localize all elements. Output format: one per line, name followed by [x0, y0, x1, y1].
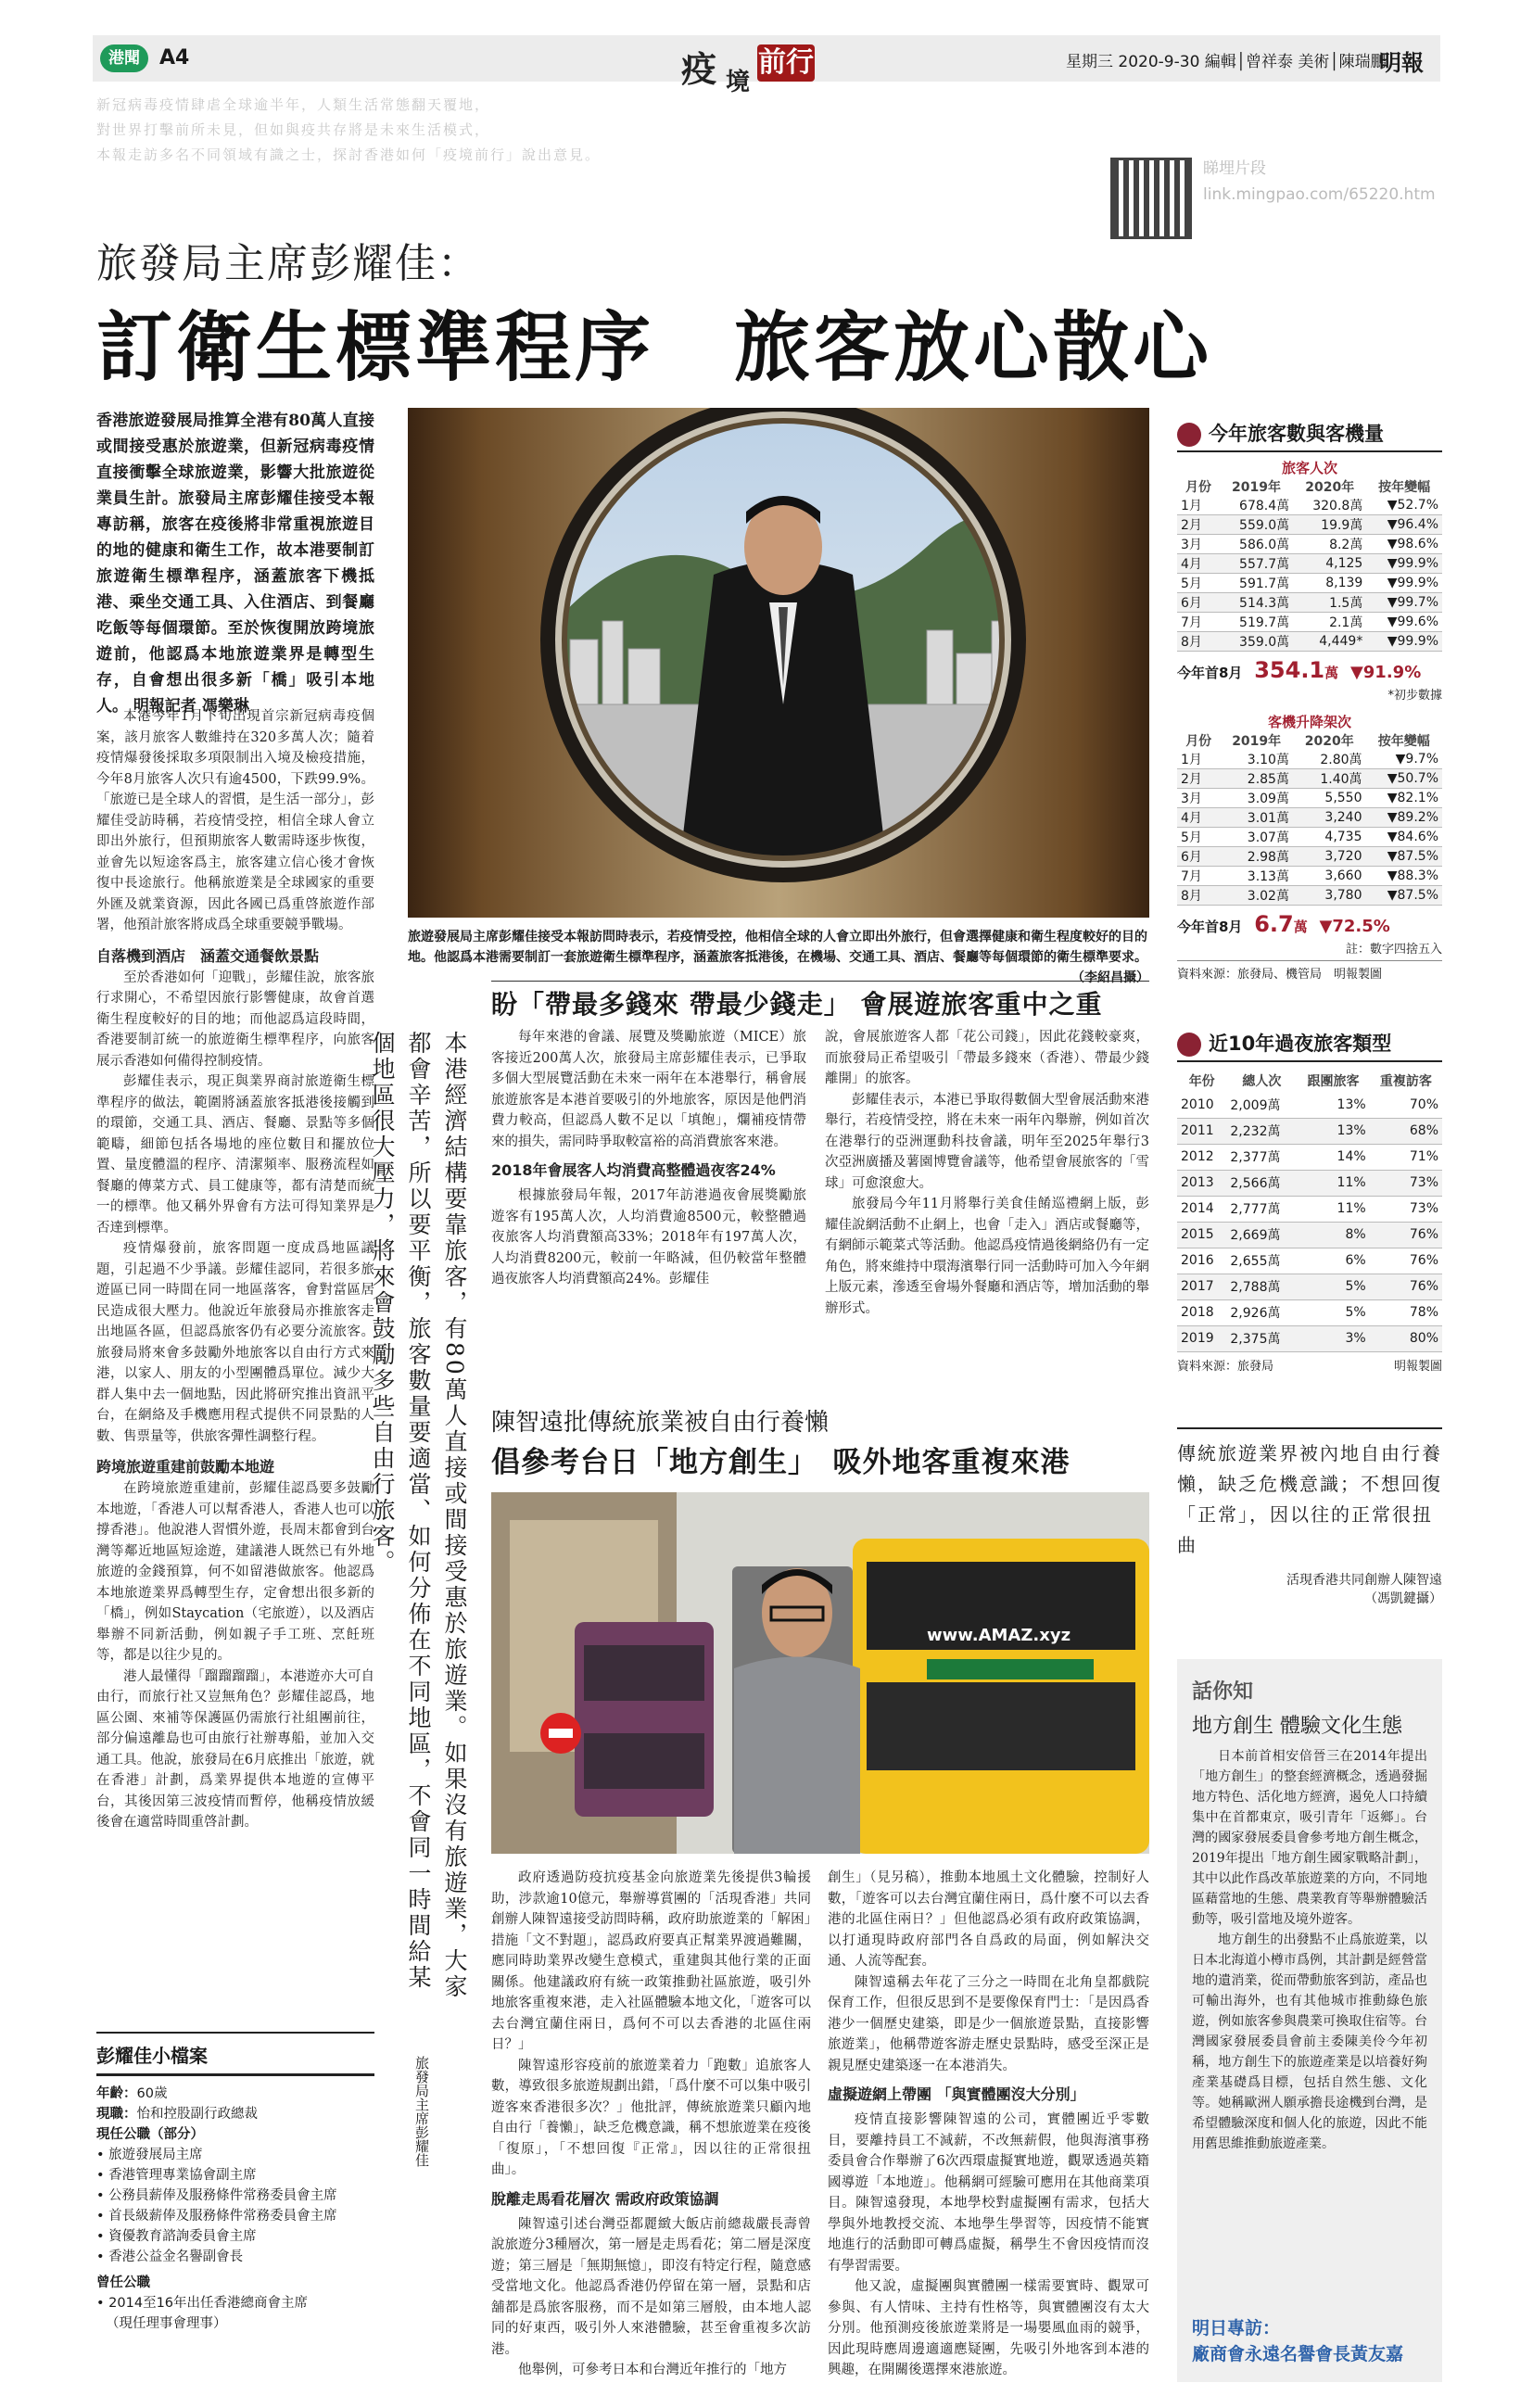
table-row: 4月 557.7萬 4,125 ▼99.9% — [1177, 554, 1442, 574]
paragraph: 地方創生的出發點不止爲旅遊業，以日本北海道小樽市爲例，其計劃是經營當地的遺消業，從而帶動旅客到訪，產品也可輸出海外，也有其他城市推動綠色旅遊，例如旅客參與農業可換取住宿等。台灣國家發展委員會前主委陳美伶今年初稱，地方創生下的旅遊產業是以培養好夠產業基礎爲目標，包括自然生態、文化等。她稱歐洲人願承擔長途機到台灣，是希望體驗深度和個人化的旅遊，因此不能用舊思維推動旅遊產業。 — [1192, 1933, 1427, 2151]
profile-public-item: • 資優教育諮詢委員會主席 — [96, 2229, 257, 2244]
box-title: 地方創生 體驗文化生態 — [1192, 1715, 1402, 1738]
table-row: 2016 2,655萬 6% 76% — [1177, 1248, 1442, 1274]
box-body — [1192, 1746, 1427, 2154]
paragraph: 本港今年1月下旬出現首宗新冠病毒疫個案，該月旅客人數維持在320多萬人次；隨着疫情爆發後採取多項限制出入境及檢疫措施，今年8月旅客人次只有逾4500，下跌99.9%。「旅遊已是全球人的習慣，是生活一部分」，彭耀佳受訪時稱，若疫情受控，相信全球人會立即出外旅行，但預期旅客人數需時逐步恢復，並會先以短途客爲主，旅客建立信心後才會恢復中長途旅行。他稱旅遊業是全球國家的重要外匯及就業資源，因此各國已爲重啓旅遊作部署，他預計旅客將成爲全球重要競爭戰場。 — [96, 709, 374, 932]
subheading: 脫離走馬看花層次 需政府政策協調 — [491, 2189, 719, 2208]
table-note: 註：數字四捨五入 — [1345, 943, 1442, 957]
table-row: 1月 678.4萬 320.8萬 ▼52.7% — [1177, 496, 1442, 515]
table-total: 今年首8月 6.7萬 ▼72.5% — [1177, 911, 1390, 937]
mice-col-2 — [825, 1027, 1149, 1319]
subheading: 2018年會展客人均消費高整體過夜客24% — [491, 1161, 776, 1179]
paragraph: 陳智遠稱去年花了三分之一時間在北角皇都戲院保育工作，但很反思到不是要像保育門士：「是因爲香港少一個歷史建築，即是少一個旅遊景點，直接影響旅遊業」，他稱帶遊客游走歷史景點時，感受至深正是親見歷史建築逐一在本港消失。 — [828, 1974, 1149, 2073]
table-row: 3月 586.0萬 8.2萬 ▼98.6% — [1177, 535, 1442, 554]
paragraph: 創生」（見另稿），推動本地風土文化體驗，控制好人數，「遊客可以去台灣宜蘭住兩日，爲什麼不可以去香港的北區住兩日？」但他認爲必須有政府政策協調，以打通現時政府部門各自爲政的局面，例如解決交通、人流等配套。 — [828, 1870, 1149, 1969]
table-title: 今年旅客數與客機量 — [1177, 419, 1442, 452]
next-interview-label: 明日專訪： — [1192, 2318, 1281, 2338]
table-row: 6月 514.3萬 1.5萬 ▼99.7% — [1177, 593, 1442, 613]
table-row: 6月 2.98萬 3,720 ▼87.5% — [1177, 847, 1442, 867]
table-row: 2017 2,788萬 5% 76% — [1177, 1274, 1442, 1299]
dmo-headline: 倡參考台日「地方創生」 吸外地客重複來港 — [491, 1446, 1071, 1479]
vertical-pull-quote: 本港經濟結構要靠旅客，有80萬人直接或間接受惠於旅遊業。如果沒有旅遊業，大家都會辛苦，所以要平衡，旅客數量要適當、如何分佈在不同地區，不會同一時間給某個地區很大壓力，將來會鼓勵多些自由行旅客。 — [369, 1031, 468, 2000]
table-row: 7月 519.7萬 2.1萬 ▼99.6% — [1177, 613, 1442, 632]
bullet-icon — [1177, 1033, 1201, 1057]
profile-past-item: （現任理事會理事） — [106, 2316, 227, 2331]
video-link-url[interactable]: link.mingpao.com/65220.htm — [1203, 185, 1436, 204]
vertical-quote-attribution: 旅發局主席彭耀佳 — [413, 2056, 430, 2167]
table-source: 資料來源：旅發局、機管局 明報製圖 — [1177, 960, 1442, 982]
paragraph: 日本前首相安倍晉三在2014年提出「地方創生」的整套經濟概念，透過發掘地方特色、活化地方經濟，遏免人口持續集中在首都東京，吸引青年「返鄉」。台灣的國家發展委員會參考地方創生概念，2019年提出「地方創生國家戰略計劃」，其中以此作爲改革旅遊業的方向，不同地區藉當地的生態、農業教育等舉辦體驗活動等，吸引當地及境外遊客。 — [1192, 1749, 1427, 1927]
table-note: *初步數據 — [1387, 689, 1442, 703]
paragraph: 他又說，虛擬團與實體團一樣需要實時、觀眾可參與、有人情味、主持有性格等，與實體團沒有太大分別。他預測疫後旅遊業將是一場嬰風血雨的競爭，因此現時應周邊適適應疑團，先吸引外地客到本港的興趣，在開關後選擇來港旅遊。 — [828, 2279, 1149, 2377]
headline-kicker: 旅發局主席彭耀佳： — [96, 240, 480, 287]
paragraph: 旅發局今年11月將舉行美食佳餚巡禮網上版，彭耀佳說網活動不止網上，也會「走入」酒店或餐廳等，有網師示範菜式等活動。他認爲疫情過後網絡仍有一定角色，將來維持中環海濱舉行同一活動時可加入今年網上版元素，滲透至會場外餐廳和酒店等，增加活動的舉辦形式。 — [825, 1197, 1149, 1316]
article-body — [96, 706, 374, 1833]
profile-title: 彭耀佳小檔案 — [96, 2041, 374, 2076]
section-badge: 港聞 — [100, 44, 148, 72]
table-row: 3月 3.09萬 5,550 ▼82.1% — [1177, 789, 1442, 808]
dmo-col-1 — [491, 1868, 811, 2381]
profile-public-item: • 首長級薪俸及服務條件常務委員會主席 — [96, 2209, 337, 2224]
table-row: 2015 2,669萬 8% 76% — [1177, 1222, 1442, 1248]
table-row: 2018 2,926萬 5% 78% — [1177, 1299, 1442, 1325]
porthole-window-image — [408, 408, 1149, 918]
qr-code-icon[interactable] — [1110, 158, 1192, 239]
table-subtitle: 客機升降架次 — [1267, 714, 1351, 730]
intro-line: 新冠病毒疫情肆虐全球逾半年，人類生活常態翻天覆地， — [96, 96, 491, 113]
video-link[interactable] — [1203, 156, 1436, 208]
main-photo — [408, 408, 1149, 918]
paragraph: 說，會展旅遊客人都「花公司錢」，因此花錢較豪爽，而旅發局正希望吸引「帶最多錢來（香港）、帶最少錢離開」的旅客。 — [825, 1030, 1149, 1086]
paragraph: 每年來港的會議、展覽及獎勵旅遊（MICE）旅客接近200萬人次，旅發局主席彭耀佳表示，已爭取多個大型展覽活動在未來一兩年在本港舉行，稱會展旅遊旅客是本港首要吸引的外地旅客，原因是他們消費力較高，但認爲人數不足以「填飽」，爛補疫情帶來的損失，需同時爭取較富裕的高消費旅客來港。 — [491, 1030, 806, 1149]
dmo-kicker: 陳智遠批傳統旅業被自由行養懶 — [491, 1409, 830, 1437]
table-source: 資料來源：旅發局 明報製圖 — [1177, 1359, 1442, 1374]
column-logo-char-2: 境 — [726, 69, 751, 96]
paragraph: 根據旅發局年報，2017年訪港過夜會展獎勵旅遊客有195萬人次，人均消費逾8500元，較整體過夜旅客人均消費額高33%；2018年有197萬人次，人均消費8200元，較前一年略減，但仍較當年整體過夜旅客人均消費額高24%。彭耀佳 — [491, 1188, 806, 1286]
table-row: 7月 3.13萬 3,660 ▼88.3% — [1177, 867, 1442, 886]
photo-credit: （馮凱鍵攝） — [1364, 1591, 1442, 1606]
caption-text: 旅遊發展局主席彭耀佳接受本報訪問時表示，若疫情受控，他相信全球的人會立即出外旅行，但會選擇健康和衛生程度較好的目的地。他認爲本港需要制訂一套旅遊衛生標準程序，涵蓋旅客抵港後，在機場、交通工具、酒店、餐廳等每個環節的衛生標準要求。 — [408, 930, 1147, 965]
visitor-type-table — [1177, 1029, 1442, 1374]
profile-past-label: 曾任公職 — [96, 2275, 150, 2290]
paragraph: 陳智遠形容疫前的旅遊業着力「跑數」追旅客人數，導致很多旅遊規劃出錯，「爲什麼不可以集中吸引遊客來香港很多次？」他批評，傳統旅遊業只顧內地自由行「養懶」，缺乏危機意識，稱不想旅遊業在疫後「復原」，「不想回復『正常』，因以往的正常很扭曲」。 — [491, 2058, 811, 2177]
did-you-know-box — [1177, 1659, 1442, 2382]
visitor-type-grid: 年份 總人次 跟團旅客 重複訪客 2010 2,009萬 13% 70% 2011 2,232萬 13% 68% 2012 2,377萬 14% 71% 2013 2,566萬 11% 73% 2014 2,777萬 11% 73% 2015 2,669萬 8% 76% 2016 2,655萬 6% 76% 2017 2,788萬 5% 76% 2018 2,926萬 5% 78% 2019 2,375萬 3% 80% — [1177, 1070, 1442, 1352]
table-row: 8月 3.02萬 3,780 ▼87.5% — [1177, 886, 1442, 906]
column-logo-badge: 前行 — [757, 44, 815, 82]
pull-quote-attribution: 活現香港共同創辦人陳智遠 — [1286, 1573, 1442, 1588]
profile-public-item: • 香港公益金名譽副會長 — [96, 2250, 244, 2264]
video-link-label: 睇埋片段 — [1203, 159, 1266, 178]
article-lead: 香港旅遊發展局推算全港有80萬人直接或間接受惠於旅遊業，但新冠病毒疫情直接衝擊全球旅遊業，影響大批旅遊從業員生計。旅發局主席彭耀佳接受本報專訪稱，旅客在疫後將非常重視旅遊目的地的健康和衛生工作，故本港要制訂旅遊衛生標準程序，涵蓋旅客下機抵港、乘坐交通工具、入住酒店、到餐廳吃飯等每個環節。至於恢復開放跨境旅遊前，他認爲本地旅遊業界是轉型生存，自會想出很多新「橋」吸引本地人。 明報記者 馮樂琳 — [96, 412, 374, 716]
visitor-table: 月份 2019年 2020年 按年變幅 1月 678.4萬 320.8萬 ▼52.7% 2月 559.0萬 19.9萬 ▼96.4% 3月 586.0萬 8.2萬 ▼98.6% 4月 557.7萬 4,125 ▼99.9% 5月 591.7萬 8,139 ▼99.9% 6月 514.3萬 1.5萬 ▼99.7% 7月 519.7萬 2.1萬 ▼99.6% 8月 359.0萬 4,449* ▼99.9% — [1177, 477, 1442, 652]
paragraph: 陳智遠引述台灣亞都麗緻大飯店前總裁嚴長壽曾說旅遊分3種層次，第一層是走馬看花；第二層是深度遊；第三層是「無期無憶」，即沒有特定行程，隨意感受當地文化。他認爲香港仍停留在第一層，景點和店舖都是爲旅客服務，而不是如第三層般，由本地人認同的好東西，吸引外人來港體驗，甚至會重複多次訪港。 — [491, 2216, 811, 2357]
paragraph: 在跨境旅遊重建前，彭耀佳認爲要多鼓勵本地遊，「香港人可以幫香港人，香港人也可以撐香港」。他說港人習慣外遊，長周末都會到台灣等鄰近地區短途遊，建議港人既然已有外地旅遊的金錢預算，何不如留港做旅客。他認爲本地旅遊業界爲轉型生存，定會想出很多新的「橋」，例如Staycation（宅旅遊），以及酒店舉辦不同新活動，例如親子手工班、烹飪班等，都是以往少見的。 — [96, 1481, 374, 1663]
table-title: 近10年過夜旅客類型 — [1177, 1029, 1442, 1062]
table-row: 2月 2.85萬 1.40萬 ▼50.7% — [1177, 769, 1442, 789]
table-row: 2013 2,566萬 11% 73% — [1177, 1170, 1442, 1196]
mice-headline: 盼「帶最多錢來 帶最少錢走」 會展遊旅客重中之重 — [491, 989, 1103, 1020]
column-logo-char-1: 疫 — [681, 48, 717, 90]
mice-col-1 — [491, 1027, 806, 1290]
dmo-col-2 — [828, 1868, 1149, 2381]
table-total: 今年首8月 354.1萬 ▼91.9% — [1177, 657, 1422, 683]
pull-quote-box — [1177, 1427, 1442, 1605]
table-row: 2019 2,375萬 3% 80% — [1177, 1325, 1442, 1351]
paragraph: 彭耀佳表示，現正與業界商討旅遊衛生標準程序的做法，範圍將涵蓋旅客抵港後接觸到的環節，交通工具、酒店、餐廳、景點等多個範疇，細節包括各場地的座位數目和擺放位置、量度體溫的程序、清潔頻率、服務流程如餐廳的傳菜方式、員工健康等，都有清楚而統一的標準。他又稱外界會有方法可得知業界是否達到標準。 — [96, 1074, 374, 1236]
table-row: 5月 3.07萬 4,735 ▼84.6% — [1177, 828, 1442, 847]
column-logo — [681, 35, 830, 100]
flight-table: 月份 2019年 2020年 按年變幅 1月 3.10萬 2.80萬 ▼9.7% 2月 2.85萬 1.40萬 ▼50.7% 3月 3.09萬 5,550 ▼82.1% 4月 3.01萬 3,240 ▼89.2% 5月 3.07萬 4,735 ▼84.6% 6月 2.98萬 3,720 ▼87.5% 7月 3.13萬 3,660 ▼88.3% 8月 3.02萬 3,780 ▼87.5% — [1177, 731, 1442, 906]
profile-box — [96, 2032, 374, 2358]
profile-public-item: • 香港管理專業協會副主席 — [96, 2168, 257, 2183]
photo-credit: （李紹昌攝） — [1071, 970, 1149, 985]
intro-line: 本報走訪多名不同領域有識之士，探討香港如何「疫境前行」說出意見。 — [96, 146, 602, 163]
profile-public-label: 現任公職（部分） — [96, 2127, 204, 2142]
profile-past-item: • 2014至16年出任香港總商會主席 — [96, 2296, 309, 2311]
main-headline: 訂衛生標準程序 旅客放心散心 — [96, 303, 1213, 392]
table-row: 2012 2,377萬 14% 71% — [1177, 1144, 1442, 1170]
dmo-photo — [491, 1492, 1149, 1854]
dateline: 星期三 2020-9-30 編輯│曾祥泰 美術│陳瑞鵬 — [1066, 53, 1387, 71]
paragraph: 他舉例，可參考日本和台灣近年推行的「地方 — [518, 2363, 787, 2377]
subheading: 自落機到酒店 涵蓋交通餐飲景點 — [96, 946, 320, 965]
paragraph: 政府透過防疫抗疫基金向旅遊業先後提供3輪援助，涉款逾10億元，舉辦導賞團的「活現香港」共同創辦人陳智遠接受訪問時稱，政府助旅遊業的「解困」措施「文不對題」，認爲政府要真正幫業界渡過難關，應同時助業界改變生意模式，重建與其他行業的正面關係。他建議政府有統一政策推動社區旅遊，吸引外地旅客重複來港，走入社區體驗本地文化，「遊客可以去台灣宜蘭住兩日，爲何不可以去香港的北區住兩日？」 — [491, 1870, 811, 2052]
svg-text:www.AMAZ.xyz: www.AMAZ.xyz — [927, 1626, 1071, 1645]
main-photo-caption — [408, 927, 1149, 988]
subheading: 跨境旅遊重建前鼓勵本地遊 — [96, 1458, 275, 1476]
paragraph: 疫情爆發前，旅客問題一度成爲地區議題，引起過不少爭議。彭耀佳認同，若很多旅遊區已同一時間在同一地區落客，會對當區居民造成很大壓力。他說近年旅發局亦推旅客走出地區各區，但認爲旅客仍有必要分流旅客。旅發局將來會多鼓勵外地旅客以自由行方式來港，以家人、朋友的小型團體爲單位。減少大群人集中去一個地點，因此將研究推出資訊平台，在網絡及手機應用程式提供不同景點的人數、售票量等，供旅客彈性調整行程。 — [96, 1241, 374, 1444]
paragraph: 至於香港如何「迎戰」，彭耀佳說，旅客旅行求開心，不希望因旅行影響健康，故會首選衛生程度較好的目的地；而他認爲這段時間，香港要制訂統一的旅遊衛生標準程序，向旅客展示香港如何備得控制疫情。 — [96, 970, 374, 1069]
tram-street-image — [491, 1492, 1149, 1854]
next-interview-name: 廠商會永遠名譽會長黃友嘉 — [1192, 2344, 1404, 2364]
profile-public-item: • 公務員薪俸及服務條件常務委員會主席 — [96, 2188, 337, 2203]
profile-public-item: • 旅遊發展局主席 — [96, 2148, 203, 2162]
subheading: 虛擬遊網上帶團 「與實體團沒大分別」 — [828, 2085, 1085, 2103]
table-row: 2011 2,232萬 13% 68% — [1177, 1118, 1442, 1144]
table-subtitle: 旅客人次 — [1281, 460, 1337, 476]
profile-age: 年齡：60歲 — [96, 2086, 168, 2101]
table-row: 2014 2,777萬 11% 73% — [1177, 1196, 1442, 1222]
newspaper-brand: 明報 — [1379, 49, 1424, 76]
table-row: 2010 2,009萬 13% 70% — [1177, 1092, 1442, 1118]
paragraph: 港人最懂得「蹓蹓蹓蹓」，本港遊亦大可自由行，而旅行社又豈無角色？彭耀佳認爲，地區公園、來補等保護區仍需旅行社組團前往，部分偏遠離島也可由旅行社辦專船，並加入交通工具。他說，旅發局在6月底推出「旅遊，就在香港」計劃，爲業界提供本地遊的宣傳平台，其後因第三波疫情而暫停，他稱疫情放緩後會在適當時間重啓計劃。 — [96, 1668, 374, 1830]
paragraph: 彭耀佳表示，本港已爭取得數個大型會展活動來港舉行，若疫情受控，將在未來一兩年內舉辦，例如首次在港舉行的亞洲運動科技會議，明年至2025年舉行3次亞洲廣播及薯園博覽會議等，他希望會展旅客的「雪球」可愈滾愈大。 — [825, 1092, 1149, 1191]
table-row: 2月 559.0萬 19.9萬 ▼96.4% — [1177, 515, 1442, 535]
pull-quote-text: 傳統旅遊業界被內地自由行養懶，缺乏危機意識；不想回復「正常」，因以往的正常很扭曲 — [1177, 1442, 1442, 1556]
box-tag: 話你知 — [1192, 1680, 1254, 1704]
bullet-icon — [1177, 423, 1201, 447]
table-row: 1月 3.10萬 2.80萬 ▼9.7% — [1177, 750, 1442, 769]
paragraph: 疫情直接影響陳智遠的公司，實體團近乎零數目，要離持員工不減薪，不改無薪假，他與海濱事務委員會合作舉辦了6次西環虛擬實地遊，觀眾透過英籍國導遊「本地遊」。他稱網可經驗可應用在其他商業項目。陳智遠發現，本地學校對虛擬團有需求，包括大學與外地教授交流、本地學生學習等，因疫情不能實地進行的活動即可轉爲虛擬，稱學生不會因疫情而沒有學習需要。 — [828, 2112, 1149, 2274]
visitor-stats-table — [1177, 419, 1442, 982]
page-number: A4 — [159, 46, 190, 70]
table-row: 5月 591.7萬 8,139 ▼99.9% — [1177, 574, 1442, 593]
profile-job: 現職：怡和控股副行政總裁 — [96, 2107, 258, 2122]
table-row: 8月 359.0萬 4,449* ▼99.9% — [1177, 632, 1442, 652]
next-interview — [1192, 2315, 1403, 2367]
mice-story — [491, 981, 1149, 982]
column-intro — [96, 93, 1079, 168]
intro-line: 對世界打擊前所未見，但如與疫共存將是未來生活模式， — [96, 121, 491, 138]
table-row: 4月 3.01萬 3,240 ▼89.2% — [1177, 808, 1442, 828]
